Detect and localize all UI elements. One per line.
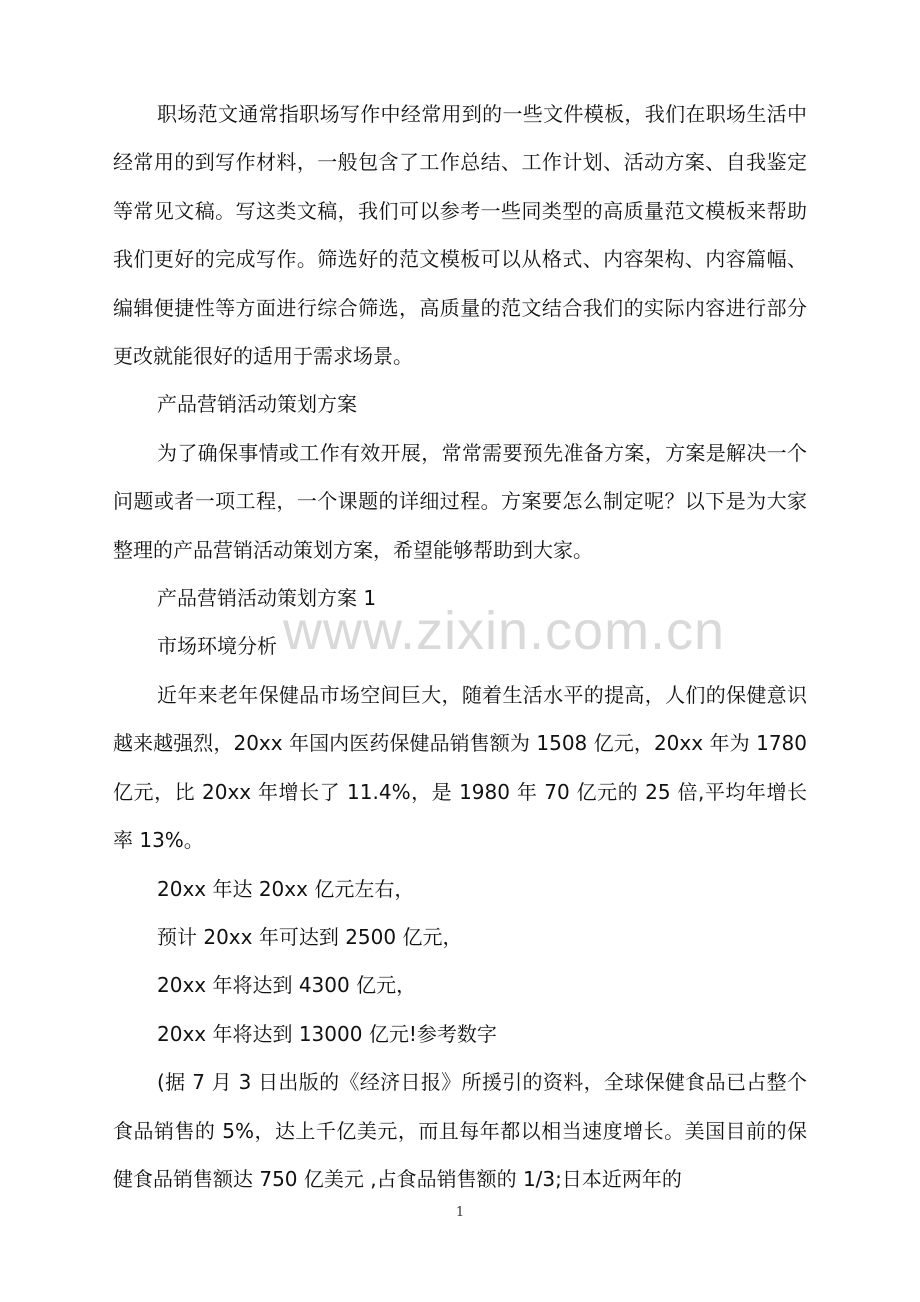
preface-paragraph: 为了确保事情或工作有效开展，常常需要预先准备方案，方案是解决一个问题或者一项工程，一个课题的详细过程。方案要怎么制定呢？以下是为大家整理的产品营销活动策划方案，希望能够帮助到大家。 (113, 440, 807, 562)
global-market-paragraph: (据 7 月 3 日出版的《经济日报》所援引的资料，全球保健食品已占整个食品销售的 5%，达上千亿美元，而且每年都以相当速度增长。美国目前的保健食品销售额达 750 亿美元 ,占食品销售额的 1/3;日本近两年的 (113, 1070, 807, 1191)
page-number: 1 (455, 1205, 465, 1220)
forecast-line: 20xx 年将达到 13000 亿元!参考数字 (157, 1021, 497, 1046)
document-title: 产品营销活动策划方案 (157, 392, 357, 417)
forecast-line: 20xx 年达 20xx 亿元左右， (157, 876, 415, 901)
watermark-text: www.zixin.com.cn (283, 601, 726, 661)
forecast-line: 20xx 年将达到 4300 亿元， (157, 973, 417, 998)
subsection-title: 市场环境分析 (157, 634, 277, 659)
forecast-line: 预计 20xx 年可达到 2500 亿元， (157, 924, 463, 949)
intro-paragraph: 职场范文通常指职场写作中经常用到的一些文件模板，我们在职场生活中经常用的到写作材料，一般包含了工作总结、工作计划、活动方案、自我鉴定等常见文稿。写这类文稿，我们可以参考一些同类型的高质量范文模板来帮助我们更好的完成写作。筛选好的范文模板可以从格式、内容架构、内容篇幅、编辑便捷性等方面进行综合筛选，高质量的范文结合我们的实际内容进行部分更改就能很好的适用于需求场景。 (113, 102, 807, 369)
market-paragraph: 近年来老年保健品市场空间巨大，随着生活水平的提高，人们的保健意识越来越强烈，20xx 年国内医药保健品销售额为 1508 亿元，20xx 年为 1780 亿元，比 20xx 年增长了 11.4%，是 1980 年 70 亿元的 25 倍,平均年增长率 13%。 (113, 682, 807, 853)
section-title: 产品营销活动策划方案 1 (157, 586, 377, 611)
